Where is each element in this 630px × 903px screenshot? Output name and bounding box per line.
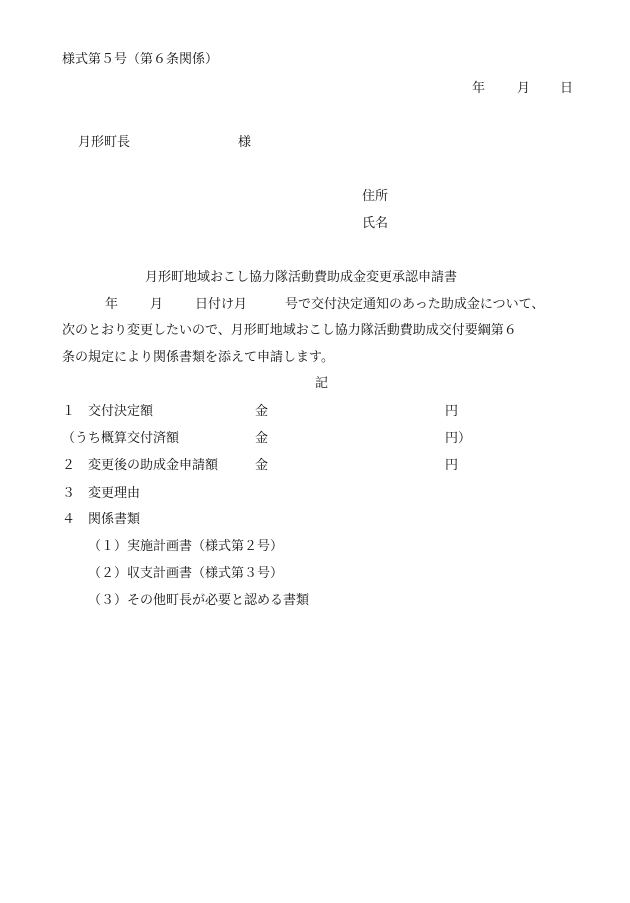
addressee-honorific: 様 xyxy=(238,135,252,150)
documents-heading: ４ 関係書類 xyxy=(62,512,141,527)
item-currency: 金 xyxy=(255,404,269,419)
date-month: 月 xyxy=(517,81,531,96)
item-currency: 金 xyxy=(255,431,269,446)
item-label: １ 交付決定額 xyxy=(62,404,154,419)
body-line3: 条の規定により関係書類を添えて申請します。 xyxy=(62,350,334,365)
body-month: 月 xyxy=(150,297,164,312)
document-item: （２）収支計画書（様式第３号） xyxy=(88,566,284,581)
date-year: 年 xyxy=(472,81,486,96)
item-label: ２ 変更後の助成金申請額 xyxy=(62,458,219,473)
document-item: （１）実施計画書（様式第２号） xyxy=(88,539,284,554)
change-reason: ３ 変更理由 xyxy=(62,486,141,501)
document-item: （３）その他町長が必要と認める書類 xyxy=(88,593,310,608)
item-unit: 円 xyxy=(445,404,459,419)
date-line xyxy=(472,81,485,97)
form-number: 様式第５号（第６条関係） xyxy=(62,52,219,67)
address-label: 住所 xyxy=(362,189,389,204)
addressee-name: 月形町長 xyxy=(78,135,131,150)
body-line1-tail: 号で交付決定通知のあった助成金について、 xyxy=(285,297,545,312)
ki-heading: 記 xyxy=(315,376,329,391)
name-label: 氏名 xyxy=(362,216,389,231)
document-title: 月形町地域おこし協力隊活動費助成金変更承認申請書 xyxy=(145,270,458,285)
body-year: 年 xyxy=(105,297,119,312)
date-day: 日 xyxy=(560,81,574,96)
body-line2: 次のとおり変更したいので、月形町地域おこし協力隊活動費助成交付要綱第６ xyxy=(62,323,517,338)
item-unit: 円） xyxy=(445,431,472,446)
item-unit: 円 xyxy=(445,458,459,473)
item-label: （うち概算交付済額 xyxy=(62,431,180,446)
body-date-ref: 日付け月 xyxy=(195,297,248,312)
item-currency: 金 xyxy=(255,458,269,473)
